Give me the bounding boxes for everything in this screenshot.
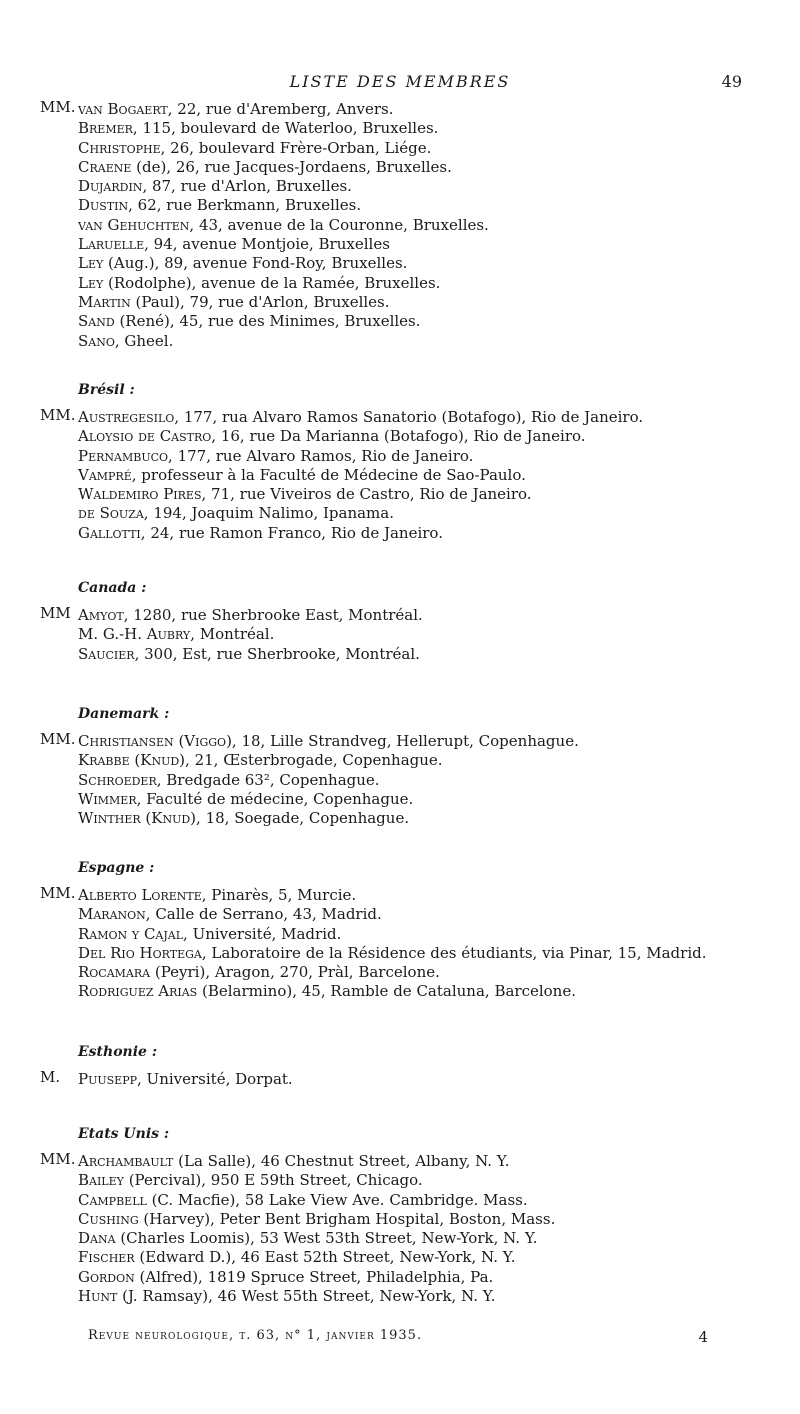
member-name: Dustin — [78, 196, 129, 215]
member-name: Martin — [78, 292, 131, 311]
member-entry — [40, 751, 780, 770]
member-name: Christiansen (Viggo) — [78, 732, 232, 750]
member-address: (Edward D.), 46 East 52th Street, New-York, N. Y. — [134, 1248, 516, 1267]
member-name: Puusepp — [78, 1070, 138, 1088]
member-name: Vampré — [78, 465, 132, 484]
member-address: (C. Macfie), 58 Lake View Ave. Cambridge. Mass. — [146, 1190, 528, 1209]
member-address: (Charles Loomis), 53 West 53th Street, New-York, N. Y. — [115, 1229, 538, 1248]
member-name: Ley — [78, 254, 104, 273]
member-address: (Percival), 950 E 59th Street, Chicago. — [123, 1171, 423, 1190]
member-address: , Université, Madrid. — [183, 924, 342, 943]
member-name: Saucier — [78, 644, 135, 663]
member-address: (J. Ramsay), 46 West 55th Street, New-York, N. Y. — [117, 1287, 496, 1306]
member-entry — [40, 293, 780, 312]
country-section — [40, 580, 780, 664]
member-entry — [40, 177, 780, 196]
member-address: (de), 26, rue Jacques-Jordaens, Bruxelles. — [131, 157, 452, 176]
member-address: (Peyri), Aragon, 270, Pràl, Barcelone. — [150, 963, 440, 982]
member-address: , 94, avenue Montjoie, Bruxelles — [144, 235, 390, 254]
member-entry — [40, 732, 780, 751]
member-name: Gallotti — [78, 523, 141, 542]
member-name: Sano — [78, 331, 115, 350]
page-number: 49 — [721, 72, 742, 91]
member-address: , 26, boulevard Frère-Orban, Liége. — [160, 138, 432, 157]
member-name: Christophe — [78, 138, 161, 157]
member-address: , 1280, rue Sherbrooke East, Montréal. — [123, 606, 423, 624]
country-section — [40, 100, 780, 351]
member-address: (Paul), 79, rue d'Arlon, Bruxelles. — [130, 292, 390, 311]
member-entry — [40, 963, 780, 982]
member-entry — [40, 447, 780, 466]
member-entry — [40, 1248, 780, 1267]
member-entry — [40, 274, 780, 293]
member-name: Rodriguez Arias — [78, 982, 198, 1001]
member-address: , 194, Joaquim Nalimo, Ipanama. — [143, 504, 394, 523]
member-name: Wimmer — [78, 789, 137, 808]
member-entry — [40, 1191, 780, 1210]
member-entry — [40, 625, 780, 644]
member-entry — [40, 925, 780, 944]
member-entry — [40, 139, 780, 158]
member-name: Craene — [78, 157, 132, 176]
member-address: , Calle de Serrano, 43, Madrid. — [145, 905, 382, 924]
member-address: , professeur à la Faculté de Médecine de Sao-Paulo. — [131, 465, 526, 484]
member-name: Aloysio de Castro — [78, 427, 212, 446]
member-name: Winther (Knud) — [78, 809, 197, 828]
member-address: , 43, avenue de la Couronne, Bruxelles. — [189, 215, 489, 234]
honorific-prefix: MM — [40, 604, 71, 622]
member-name: Amyot — [78, 606, 124, 624]
member-entry — [40, 886, 780, 905]
member-name: Hunt — [78, 1287, 118, 1306]
member-address: (Belarmino), 45, Ramble de Cataluna, Barcelone. — [197, 982, 576, 1001]
member-address: , 300, Est, rue Sherbrooke, Montréal. — [134, 644, 420, 663]
member-address: , Pinarès, 5, Murcie. — [201, 886, 357, 904]
member-entry — [40, 1229, 780, 1248]
member-entry — [40, 158, 780, 177]
member-entry — [40, 1210, 780, 1229]
member-name: Krabbe (Knud) — [78, 751, 186, 770]
country-section — [40, 382, 780, 543]
country-section — [40, 1126, 780, 1306]
member-address: , Montréal. — [190, 625, 275, 644]
member-name: de Souza — [78, 504, 144, 523]
member-name: Fischer — [78, 1248, 135, 1267]
member-entry — [40, 196, 780, 215]
member-address: , 87, rue d'Arlon, Bruxelles. — [142, 177, 352, 196]
member-address: , Gheel. — [114, 331, 174, 350]
honorific-prefix: MM. — [40, 730, 76, 748]
member-entry — [40, 1287, 780, 1306]
member-address: , 177, rue Alvaro Ramos, Rio de Janeiro. — [168, 446, 474, 465]
member-address: , 16, rue Da Marianna (Botafogo), Rio de Janeiro. — [211, 427, 586, 446]
running-title: LISTE DES MEMBRES — [289, 72, 511, 91]
member-address: (Harvey), Peter Bent Brigham Hospital, Boston, Mass. — [138, 1209, 556, 1228]
country-section — [40, 860, 780, 1002]
member-name: Bremer — [78, 119, 133, 138]
member-address: , 21, Œsterbrogade, Copenhague. — [185, 751, 443, 770]
member-name: Schroeder — [78, 770, 157, 789]
country-heading: Espagne : — [78, 860, 155, 876]
member-entry — [40, 312, 780, 331]
member-entry — [40, 466, 780, 485]
sheet-number: 4 — [698, 1328, 708, 1346]
member-entry — [40, 645, 780, 664]
country-heading: Esthonie : — [78, 1044, 157, 1060]
member-entry — [40, 1152, 780, 1171]
member-name: Dana — [78, 1229, 116, 1248]
member-name: Waldemiro Pires — [78, 485, 202, 504]
member-address: , 18, Soegade, Copenhague. — [196, 809, 410, 828]
member-name: Sand — [78, 312, 115, 331]
member-entry — [40, 905, 780, 924]
member-entry — [40, 332, 780, 351]
member-address: , 115, boulevard de Waterloo, Bruxelles. — [132, 119, 439, 138]
member-name: Rocamara — [78, 963, 151, 982]
member-entry — [40, 254, 780, 273]
member-address: (La Salle), 46 Chestnut Street, Albany, N. Y. — [173, 1152, 510, 1170]
member-entry — [40, 790, 780, 809]
member-entry — [40, 408, 780, 427]
member-name: Laruelle — [78, 235, 145, 254]
member-entry — [40, 524, 780, 543]
member-address: , 62, rue Berkmann, Bruxelles. — [128, 196, 362, 215]
member-name: Maranon — [78, 905, 146, 924]
member-name: M. G.-H. Aubry — [78, 625, 191, 644]
member-name: Austregesilo — [78, 408, 175, 426]
member-name: Bailey — [78, 1171, 124, 1190]
member-name: van Bogaert — [78, 100, 168, 118]
member-name: Cushing — [78, 1209, 139, 1228]
member-name: Ley — [78, 273, 104, 292]
member-name: Alberto Lorente — [78, 886, 202, 904]
member-address: (René), 45, rue des Minimes, Bruxelles. — [114, 312, 421, 331]
honorific-prefix: MM. — [40, 406, 76, 424]
member-entry — [40, 485, 780, 504]
member-address: , 71, rue Viveiros de Castro, Rio de Janeiro. — [201, 485, 532, 504]
honorific-prefix: MM. — [40, 1150, 76, 1168]
member-entry — [40, 771, 780, 790]
member-address: , 177, rua Alvaro Ramos Sanatorio (Botafogo), Rio de Janeiro. — [174, 408, 644, 426]
member-address: , 24, rue Ramon Franco, Rio de Janeiro. — [140, 523, 443, 542]
country-section — [40, 706, 780, 828]
member-entry — [40, 944, 780, 963]
honorific-prefix: M. — [40, 1068, 61, 1086]
member-entry — [40, 1171, 780, 1190]
member-address: , 22, rue d'Aremberg, Anvers. — [167, 100, 394, 118]
journal-footer: Revue neurologique, t. 63, n° 1, janvier 1935. — [88, 1328, 423, 1343]
member-name: Archambault — [78, 1152, 174, 1170]
country-heading: Canada : — [78, 580, 147, 596]
member-address: (Aug.), 89, avenue Fond-Roy, Bruxelles. — [103, 254, 408, 273]
member-entry — [40, 504, 780, 523]
country-heading: Danemark : — [78, 706, 170, 722]
member-name: Dujardin — [78, 177, 143, 196]
member-name: Del Rio Hortega — [78, 943, 202, 962]
country-heading: Etats Unis : — [78, 1126, 170, 1142]
member-address: , Faculté de médecine, Copenhague. — [136, 789, 414, 808]
member-name: Gordon — [78, 1267, 135, 1286]
honorific-prefix: MM. — [40, 98, 76, 116]
member-entry — [40, 235, 780, 254]
member-entry — [40, 1268, 780, 1287]
member-name: van Gehuchten — [78, 215, 190, 234]
country-section — [40, 1044, 780, 1089]
member-entry — [40, 100, 780, 119]
member-entry — [40, 119, 780, 138]
member-entry — [40, 216, 780, 235]
member-entry — [40, 606, 780, 625]
member-address: , Laboratoire de la Résidence des étudiants, via Pinar, 15, Madrid. — [201, 943, 707, 962]
member-name: Ramon y Cajal — [78, 924, 184, 943]
member-address: , Bredgade 63², Copenhague. — [156, 770, 380, 789]
member-name: Pernambuco — [78, 446, 169, 465]
member-entry — [40, 1070, 780, 1089]
country-heading: Brésil : — [78, 382, 135, 398]
honorific-prefix: MM. — [40, 884, 76, 902]
member-entry — [40, 982, 780, 1001]
member-entry — [40, 809, 780, 828]
member-address: , Université, Dorpat. — [137, 1070, 293, 1088]
member-address: , 18, Lille Strandveg, Hellerupt, Copenhague. — [231, 732, 579, 750]
member-address: (Alfred), 1819 Spruce Street, Philadelphia, Pa. — [134, 1267, 494, 1286]
member-name: Campbell — [78, 1190, 147, 1209]
member-address: (Rodolphe), avenue de la Ramée, Bruxelles. — [103, 273, 441, 292]
member-entry — [40, 427, 780, 446]
